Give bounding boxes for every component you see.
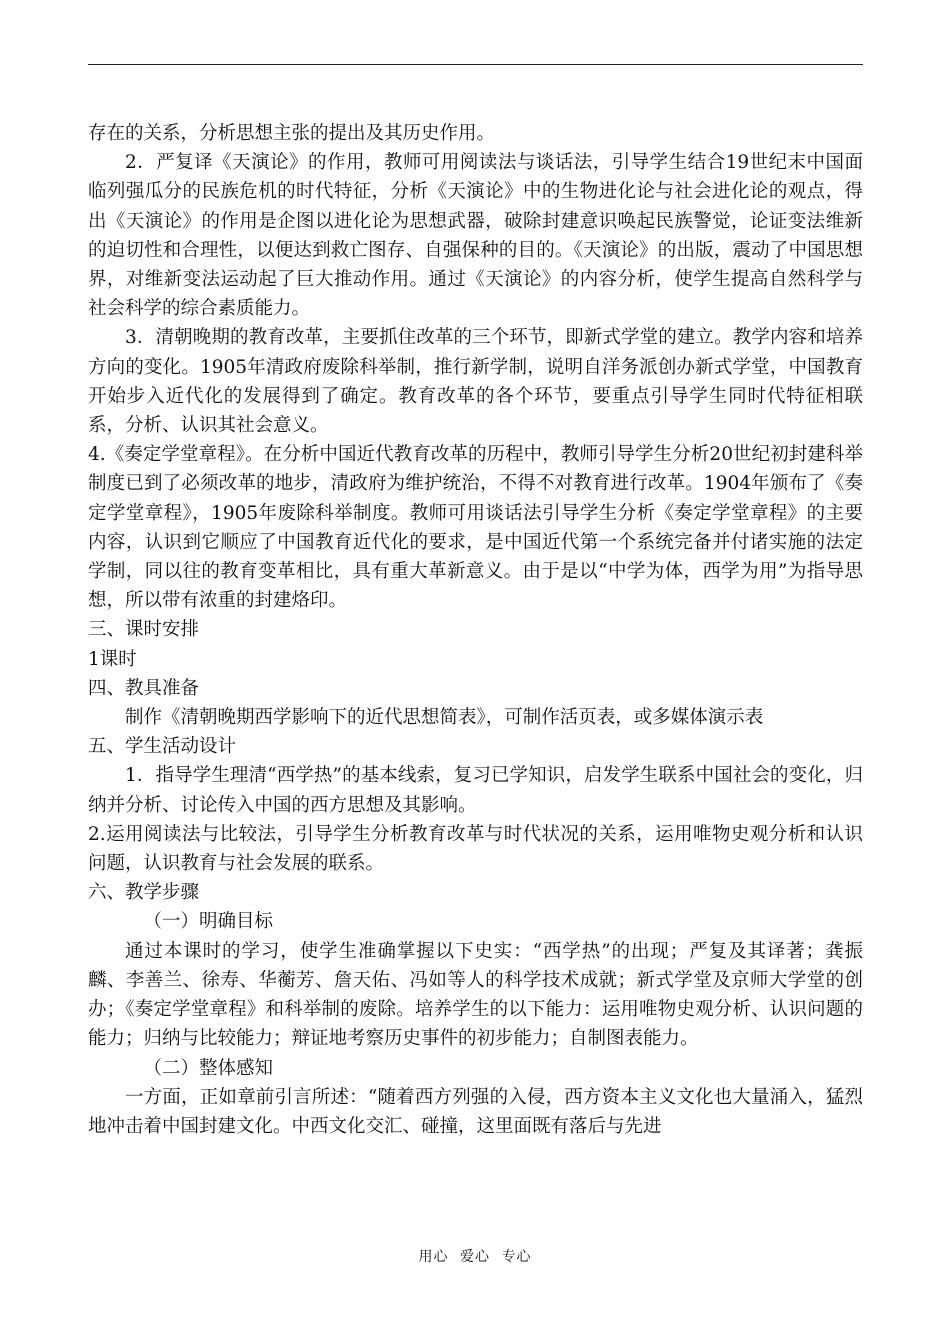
subsection-heading: （二）整体感知 — [143, 1057, 274, 1079]
section-heading: 三、课时安排 — [88, 619, 200, 641]
section-heading: 五、学生活动设计 — [88, 736, 237, 758]
paragraph: 3．清朝晚期的教育改革，主要抓住改革的三个环节，即新式学堂的建立。教学内容和培养方向的变化。1905年清政府废除科举制，推行新学制，说明自洋务派创办新式学堂，中国教育开始步入近代化的发展得到了确定。教育改革的各个环节，要重点引导学生同时代特征相联系，分析、认识其社会意义。 — [88, 327, 863, 437]
paragraph: 1．指导学生理清“西学热”的基本线索，复习已学知识，启发学生联系中国社会的变化，归纳并分析、讨论传入中国的西方思想及其影响。 — [88, 765, 863, 816]
section-heading: 四、教具准备 — [88, 677, 200, 699]
paragraph: 2.运用阅读法与比较法，引导学生分析教育改革与时代状况的关系，运用唯物史观分析和认识问题，认识教育与社会发展的联系。 — [88, 823, 863, 875]
header-rule — [88, 64, 863, 65]
paragraph: 制作《清朝晚期西学影响下的近代思想简表》，可制作活页表，或多媒体演示表 — [125, 707, 764, 729]
paragraph: 1课时 — [88, 648, 137, 670]
paragraph: 存在的关系，分析思想主张的提出及其历史作用。 — [88, 123, 496, 144]
paragraph: 2．严复译《天演论》的作用，教师可用阅读法与谈话法，引导学生结合19世纪末中国面临列强瓜分的民族危机的时代特征，分析《天演论》中的生物进化论与社会进化论的观点，得出《天演论》的作用是企图以进化论为思想武器，破除封建意识唤起民族警觉，论证变法维新的迫切性和合理性，以便达到救亡图存、自强保种的目的。《天演论》的出版，震动了中国思想界，对维新变法运动起了巨大推动作用。通过《天演论》的内容分析，使学生提高自然科学与社会科学的综合素质能力。 — [88, 152, 863, 320]
paragraph: 4.《奏定学堂章程》。在分析中国近代教育改革的历程中，教师引导学生分析20世纪初封建科举制度已到了必须改革的地步，清政府为维护统治，不得不对教育进行改革。1904年颁布了《奏定学堂章程》，1905年废除科举制度。教师可用谈话法引导学生分析《奏定学堂章程》的主要内容，认识到它顺应了中国教育近代化的要求，是中国近代第一个系统完备并付诸实施的法定学制，同以往的教育变革相比，具有重大革新意义。由于是以“中学为体，西学为用”为指导思想，所以带有浓重的封建烙印。 — [88, 444, 863, 612]
document-body — [88, 119, 863, 1141]
paragraph: 通过本课时的学习，使学生准确掌握以下史实：“西学热”的出现；严复及其译著；龚振麟、李善兰、徐寿、华蘅芳、詹天佑、冯如等人的科学技术成就；新式学堂及京师大学堂的创办；《奏定学堂章程》和科举制的废除。培养学生的以下能力：运用唯物史观分析、认识问题的能力；归纳与比较能力；辩证地考察历史事件的初步能力；自制图表能力。 — [88, 940, 863, 1050]
page-footer: 用心 爱心 专心 — [418, 1249, 532, 1265]
section-heading: 六、教学步骤 — [88, 882, 200, 904]
subsection-heading: （一）明确目标 — [143, 911, 274, 933]
paragraph: 一方面，正如章前引言所述：“随着西方列强的入侵，西方资本主义文化也大量涌入，猛烈地冲击着中国封建文化。中西文化交汇、碰撞，这里面既有落后与先进 — [88, 1086, 863, 1137]
